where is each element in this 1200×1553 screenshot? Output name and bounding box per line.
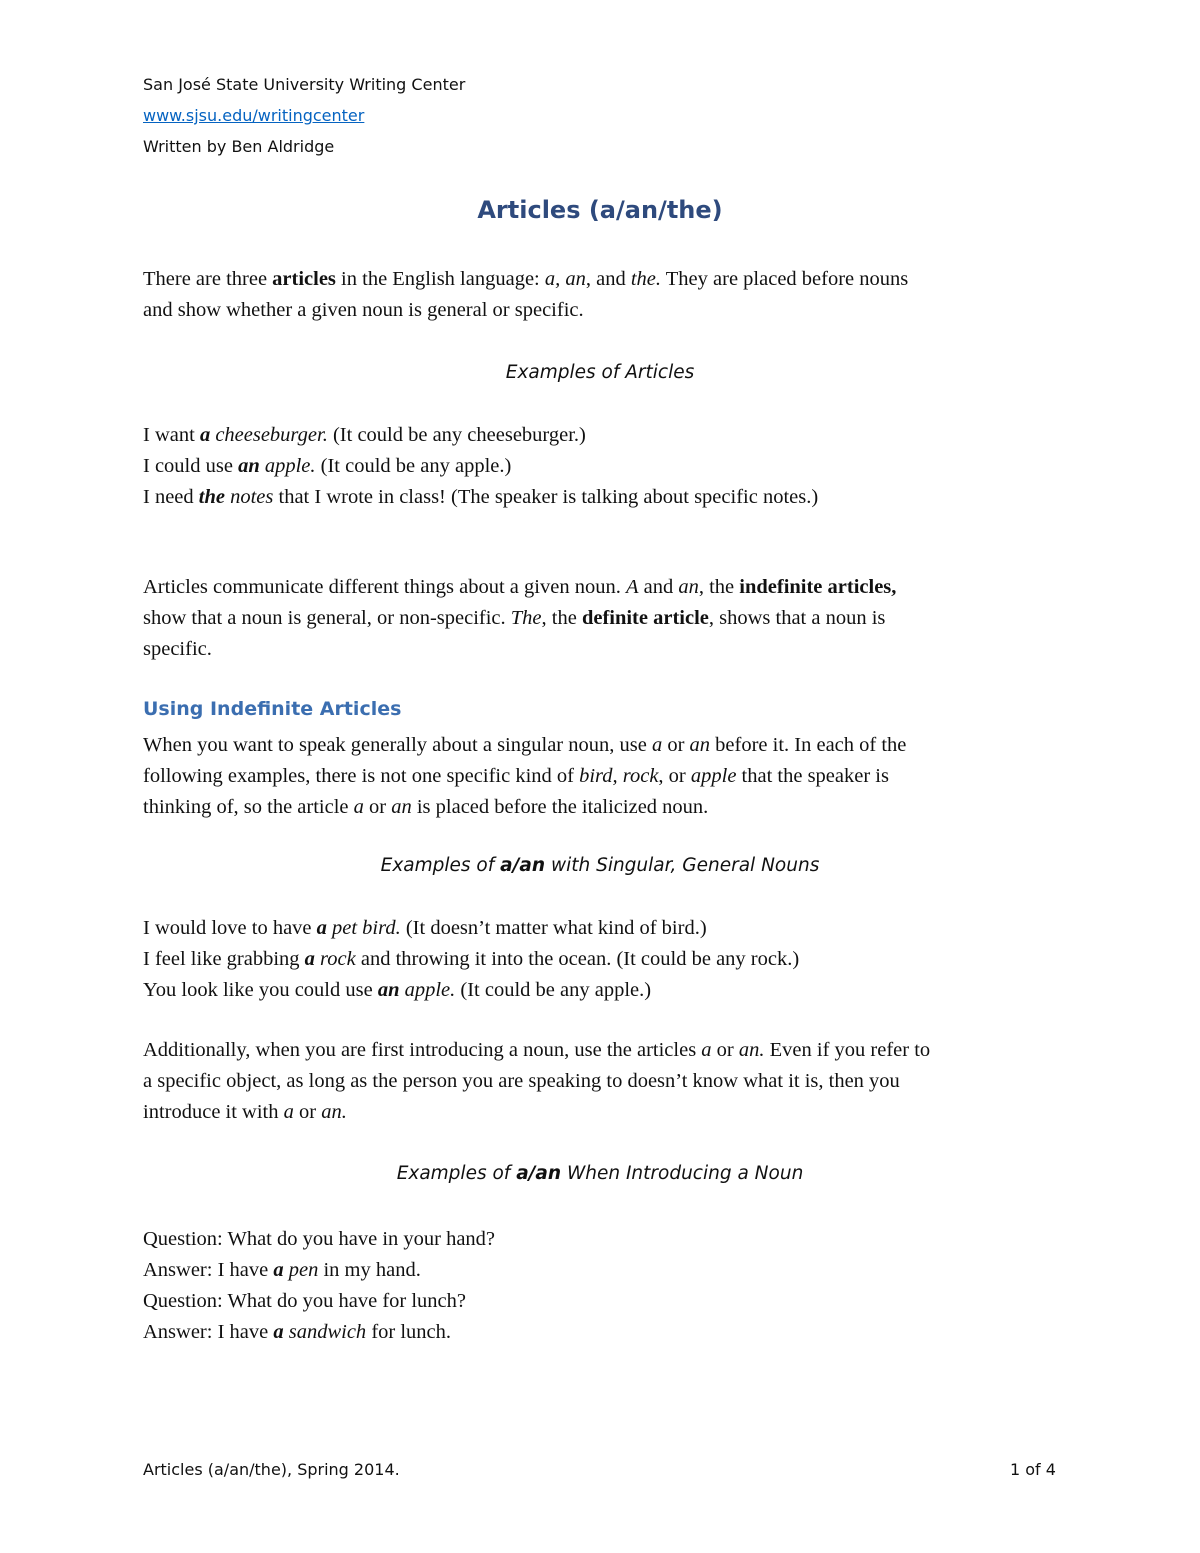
additional-line-1: Additionally, when you are first introducing a noun, use the articles a or an. Even if you refer to [143,1039,931,1061]
example-line: I could use an apple. (It could be any apple.) [143,455,512,477]
question-line: Question: What do you have in your hand? [143,1228,496,1250]
section-heading: Using Indefinite Articles [143,698,402,720]
example-line: I feel like grabbing a rock and throwing it into the ocean. (It could be any rock.) [143,948,800,970]
url-line [143,106,364,125]
author-line: Written by Ben Aldridge [143,137,335,156]
section-line-2: following examples, there is not one specific kind of bird, rock, or apple that the speaker is [143,765,889,787]
examples-heading-2: Examples of a/an with Singular, General Nouns [380,855,820,876]
example-line: I want a cheeseburger. (It could be any cheeseburger.) [143,424,586,446]
examples-heading-1: Examples of Articles [505,362,695,383]
additional-line-3: introduce it with a or an. [143,1101,347,1123]
page-title: Articles (a/an/the) [477,196,723,224]
intro-line-2: and show whether a given noun is general or specific. [143,299,584,321]
comm-line-1: Articles communicate different things about a given noun. A and an, the indefinite articles, [143,576,897,598]
section-line-1: When you want to speak generally about a singular noun, use a or an before it. In each of the [143,734,907,756]
footer-title: Articles (a/an/the), Spring 2014. [143,1460,400,1479]
page-number: 1 of 4 [1010,1460,1056,1479]
comm-line-2: show that a noun is general, or non-specific. The, the definite article, shows that a noun is [143,607,886,629]
answer-line: Answer: I have a pen in my hand. [143,1259,421,1281]
additional-line-2: a specific object, as long as the person you are speaking to doesn’t know what it is, then you [143,1070,900,1092]
writing-center-link[interactable]: www.sjsu.edu/writingcenter [143,106,365,125]
example-line: I would love to have a pet bird. (It doesn’t matter what kind of bird.) [143,917,707,939]
section-line-3: thinking of, so the article a or an is placed before the italicized noun. [143,796,709,818]
org-name: San José State University Writing Center [143,75,466,94]
intro-line-1: There are three articles in the English language: a, an, and the. They are placed before nouns [143,268,909,290]
question-line: Question: What do you have for lunch? [143,1290,466,1312]
example-line: I need the notes that I wrote in class! (The speaker is talking about specific notes.) [143,486,819,508]
comm-line-3: specific. [143,638,212,660]
answer-line: Answer: I have a sandwich for lunch. [143,1321,452,1343]
examples-heading-3: Examples of a/an When Introducing a Noun [396,1163,804,1184]
example-line: You look like you could use an apple. (It could be any apple.) [143,979,652,1001]
